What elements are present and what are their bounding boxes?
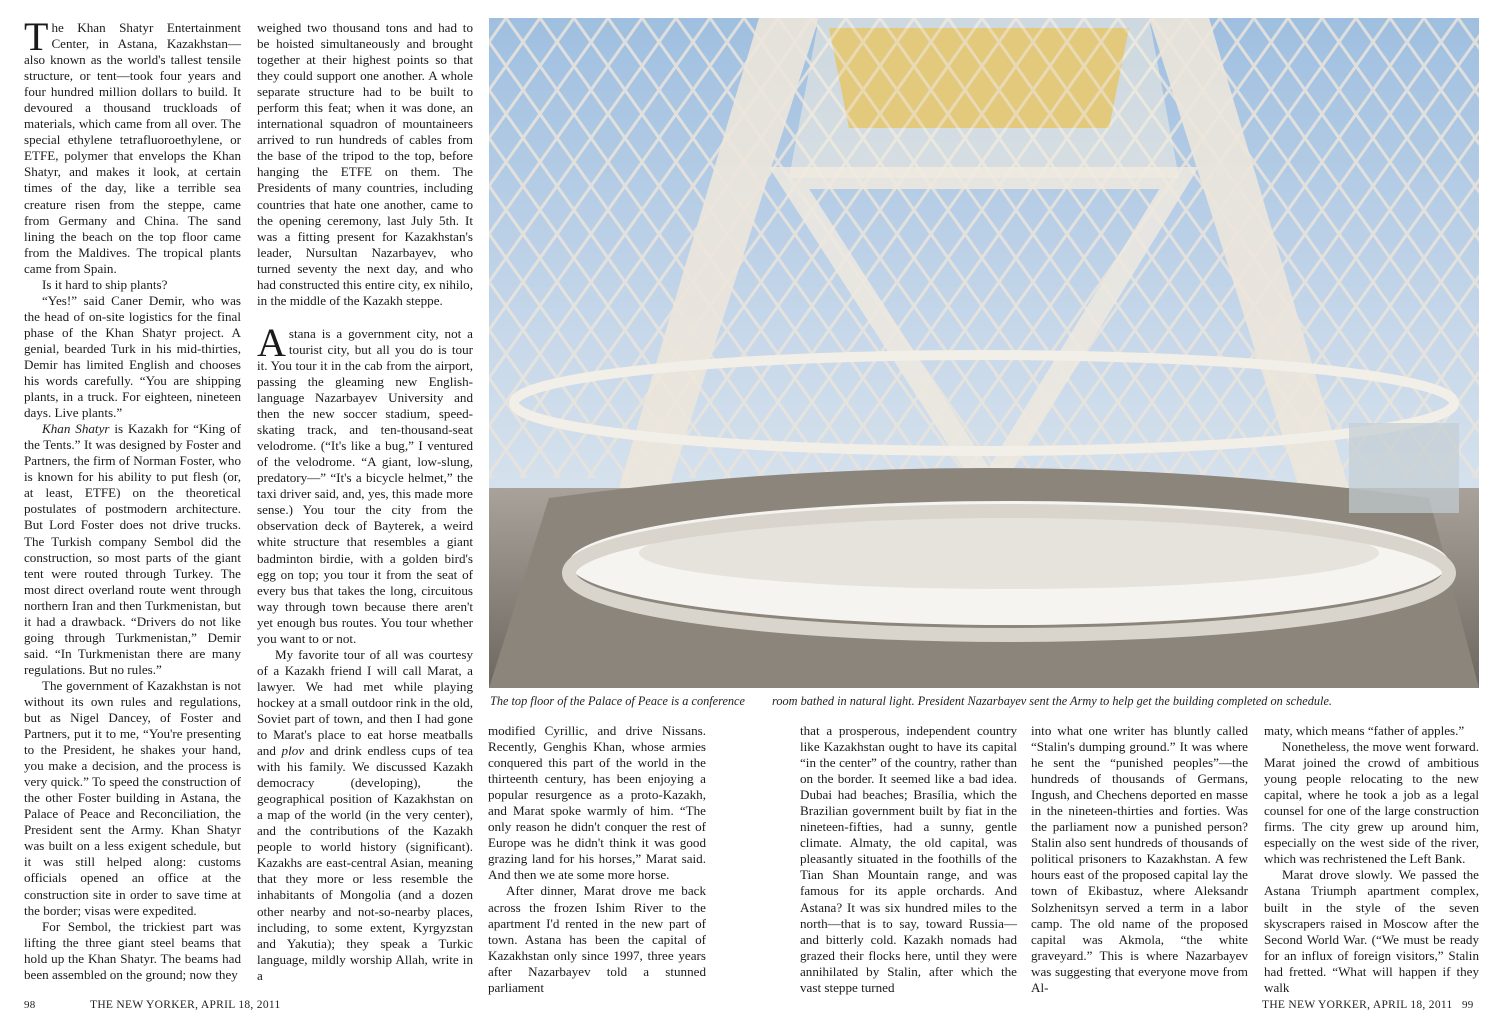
paragraph: Nonetheless, the move went forward. Marat joined the crowd of ambitious young people relocating to the new capital, where he took a job as a legal counsel for one of the large construction firms. The city grew up around him, especially on the west side of the river, which was rechristened the Left Bank. [1264, 739, 1479, 867]
column-4 [800, 723, 1017, 996]
paragraph: The government of Kazakhstan is not without its own rules and regulations, but as Nigel Dancey, of Foster and Partners, put it to me, “You're presenting to the President, he shakes your hand, you make a decision, and the process is very quick.” To speed the construction of the other Foster building in Astana, the Palace of Peace and Reconciliation, the President sent the Army. Khan Shatyr was built on a less exigent schedule, but it was still helped along: customs officials opened an office at the construction site in order to save time at the border; visas were expedited. [24, 677, 241, 918]
paragraph: After dinner, Marat drove me back across the frozen Ishim River to the apartment I'd rented in the new part of town. Astana has been the capital of Kazakhstan only since 1997, three years after Nazarbayev told a stunned parliament [488, 883, 706, 995]
paragraph: that a prosperous, independent country like Kazakhstan ought to have its capital “in the center” of the country, rather than on the border. It seemed like a bad idea. Dubai had beaches; Brasília, which the Brazilian government built by fiat in the nineteen-fifties, had a sunny, gentle climate. Almaty, the old capital, was pleasantly situated in the foothills of the Tian Shan Mountain range, and was famous for its apple orchards. And Astana? It was six hundred miles to the north—that is to say, toward Russia—and bitterly cold. Kazakh nomads had grazed their flocks here, until they were annihilated by Stalin, after which the vast steppe turned [800, 723, 1017, 995]
column-2 [257, 20, 473, 984]
paragraph: The Khan Shatyr Entertainment Center, in Astana, Kazakhstan—also known as the world's tallest tensile structure, or tent—took four years and four hundred million dollars to build. It devoured a thousand truckloads of materials, which came from all over. The special ethylene tetrafluoroethylene, or ETFE, polymer that envelops the Khan Shatyr, and makes it look, at certain times of the day, like a terrible sea creature risen from the steppe, came from Germany and China. The sand lining the beach on the top floor came from the Maldives. The tropical plants came from Spain. [24, 14, 241, 276]
drop-cap: A [257, 319, 286, 365]
paragraph: Is it hard to ship plants? [42, 276, 168, 292]
page-number-left: 98 [24, 999, 36, 1011]
magazine-folio-right: THE NEW YORKER, APRIL 18, 2011 [1262, 999, 1453, 1011]
photo-caption-left: The top floor of the Palace of Peace is a conference [490, 694, 745, 708]
page-number-right: 99 [1462, 999, 1474, 1011]
paragraph: into what one writer has bluntly called “Stalin's dumping ground.” It was where he sent the “punished peoples”—the hundreds of thousands of Germans, Ingush, and Chechens deported en masse in the nineteen-thirties and forties. Was the parliament now a punished person? Stalin also sent hundreds of thousands of political prisoners to Kazakhstan. A few hours east of the proposed capital lay the town of Ekibastuz, where Aleksandr Solzhenitsyn served a term in a labor camp. The old name of the proposed capital was Akmola, “the white graveyard.” This is where Nazarbayev was suggesting that everyone move from Al- [1031, 723, 1248, 995]
paragraph: weighed two thousand tons and had to be hoisted simultaneously and brought together at their highest points so that they could support one another. A whole separate structure had to be built to perform this feat; when it was done, an international squadron of mountaineers arrived to run hundreds of cables from the base of the tripod to the top, before hanging the ETFE on them. The Presidents of many countries, including countries that hate one another, came to the opening ceremony, last July 5th. It was a fitting present for Kazakhstan's leader, Nursultan Nazarbayev, who turned seventy the next day, and who had constructed this entire city, ex nihilo, in the middle of the Kazakh steppe. [257, 20, 473, 308]
conference-room-photo [489, 18, 1479, 688]
paragraph: Khan Shatyr is Kazakh for “King of the Tents.” It was designed by Foster and Partners, the firm of Norman Foster, who is known for his ability to put flesh (or, at least, ETFE) on the theoretical postulates of postmodern architecture. But Lord Foster does not drive trucks. The Turkish company Sembol did the construction, so most parts of the giant tent were routed through Turkey. The most direct overland route went through northern Iran and then Turkmenistan, but it had a drawback. “Drivers do not like going through Turkmenistan,” Demir said. “In Turkmenistan there are many regulations. But no rules.” [24, 421, 241, 677]
column-3 [488, 723, 706, 996]
paragraph: “Yes!” said Caner Demir, who was the head of on-site logistics for the final phase of the Khan Shatyr project. A genial, bearded Turk in his mid-thirties, Demir has limited English and chooses his words carefully. “You are shipping plants, in a truck. For eighteen, nineteen days. Live plants.” [24, 292, 241, 421]
magazine-folio-left: THE NEW YORKER, APRIL 18, 2011 [90, 999, 281, 1011]
paragraph: For Sembol, the trickiest part was lifting the three giant steel beams that hold up the Khan Shatyr. The beams had been assembled on the ground; now they [24, 918, 241, 982]
photo-illustration [489, 18, 1479, 688]
column-5 [1031, 723, 1248, 996]
paragraph: modified Cyrillic, and drive Nissans. Recently, Genghis Khan, whose armies conquered this part of the world in the thirteenth century, has been enjoying a popular resurgence as a proto-Kazakh, and Marat spoke warmly of him. “The only reason he didn't conquer the rest of Europe was he didn't think it was good grazing land for his horses,” Marat said. And then we ate some more horse. [488, 723, 706, 883]
drop-cap: T [24, 14, 49, 59]
column-1 [24, 14, 241, 983]
column-6 [1264, 723, 1479, 996]
paragraph: maty, which means “father of apples.” [1264, 723, 1465, 738]
paragraph: Marat drove slowly. We passed the Astana Triumph apartment complex, built in the style of the seven skyscrapers raised in Moscow after the Second World War. (“We must be ready for an influx of foreign visitors,” Stalin had fretted. “What will happen if they walk [1264, 867, 1479, 995]
photo-caption-right: room bathed in natural light. President Nazarbayev sent the Army to help get the building completed on schedule. [772, 694, 1332, 708]
paragraph: Astana is a government city, not a tourist city, but all you do is tour it. You tour it in the cab from the airport, passing the gleaming new English-language Nazarbayev University and then the new soccer stadium, speed-skating track, and ten-thousand-seat velodrome. (“It's like a bug,” I ventured of the velodrome. “A giant, low-slung, predatory—” “It's a bicycle helmet,” the taxi driver said, and, yes, this made more sense.) You tour the city from the observation deck of Bayterek, a weird white structure that resembles a giant badminton birdie, with a golden bird's egg on top; you tour it from the seat of every bus that takes the long, circuitous way through town because there aren't yet enough bus routes. You tour whether you want to or not. [257, 319, 473, 646]
paragraph: My favorite tour of all was courtesy of a Kazakh friend I will call Marat, a lawyer. We had met while playing hockey at a small outdoor rink in the old, Soviet part of town, and then I had gone to Marat's place to eat horse meatballs and plov and drink endless cups of tea with his family. We discussed Kazakh democracy (developing), the geographical position of Kazakhstan on a map of the world (in the very center), and the contributions of the Kazakh people to world history (significant). Kazakhs are east-central Asian, meaning that they more or less resemble the inhabitants of Mongolia (and a dozen other nearby and not-so-nearby places, including, to some extent, Kyrgyzstan and Yakutia); they speak a Turkic language, mildly worship Allah, write in a [257, 646, 474, 983]
